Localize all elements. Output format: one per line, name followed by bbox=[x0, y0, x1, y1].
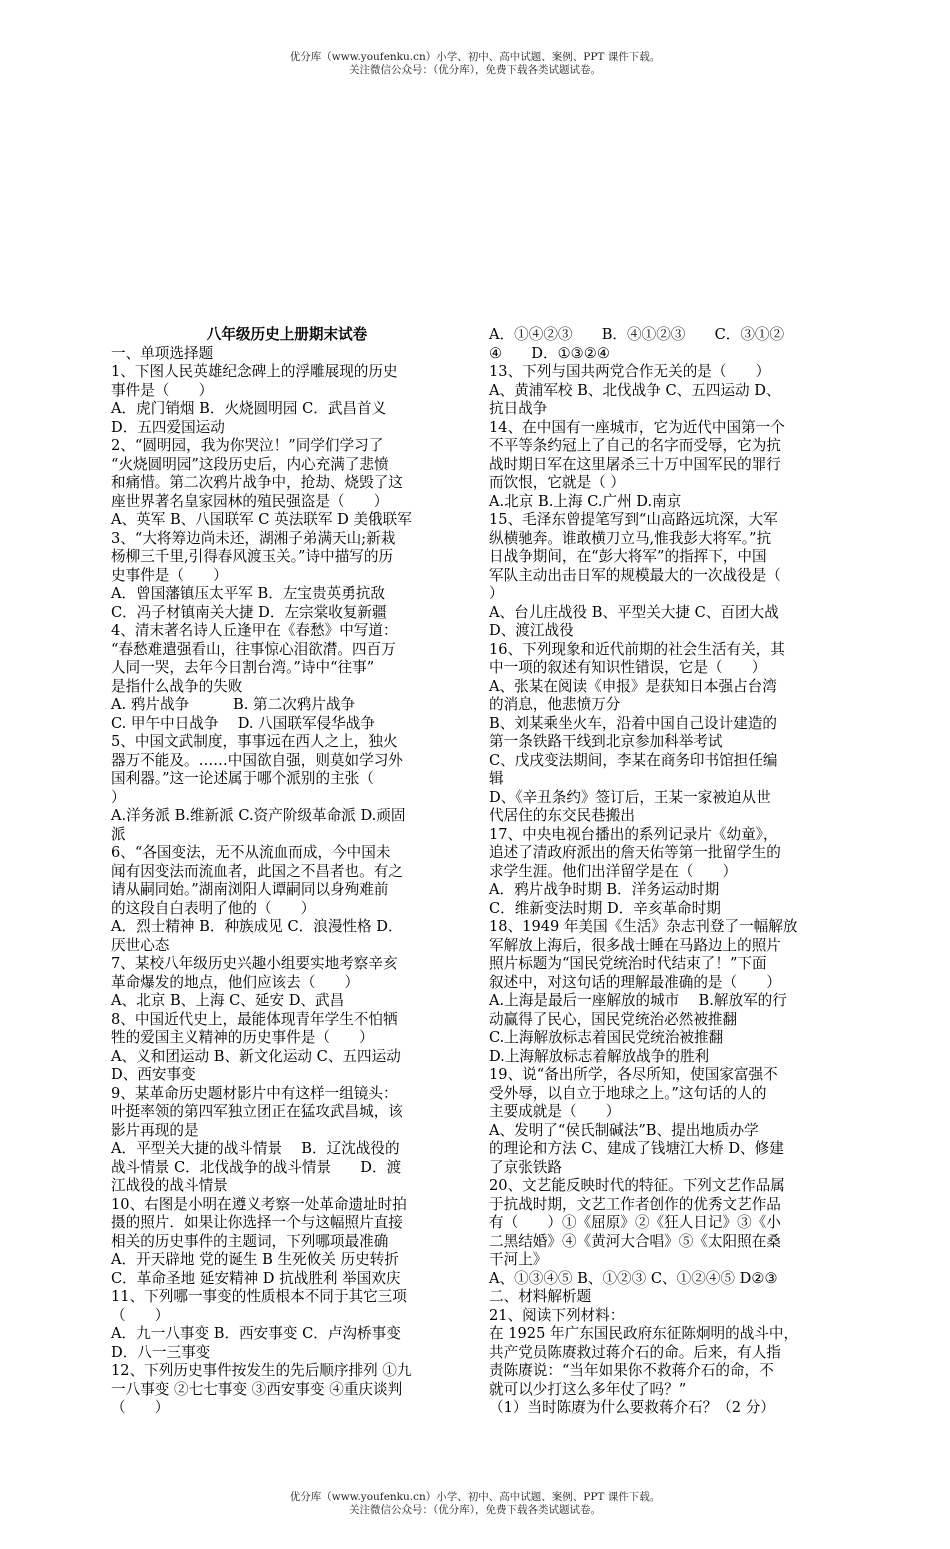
text-line: 战时期日军在这里屠杀三十万中国军民的罪行 bbox=[489, 455, 781, 473]
text-line: 14、在中国有一座城市，它为近代中国第一个 bbox=[489, 418, 785, 436]
text-line: A.洋务派 B.维新派 C.资产阶级革命派 D.顽固 bbox=[111, 807, 406, 824]
text-line: 19、说“备出所学，各尽所知，使国家富强不 bbox=[489, 1066, 778, 1083]
text-line: B、刘某乘坐火车，沿着中国自己设计建造的 bbox=[489, 714, 778, 732]
text-line: 国利器。”这一论述属于哪个派别的主张（ bbox=[111, 770, 374, 787]
exam-title: 八年级历史上册期末试卷 bbox=[206, 326, 368, 343]
text-line: D．八一三事变 bbox=[111, 1343, 211, 1361]
text-line: 影片再现的是 bbox=[111, 1121, 199, 1139]
text-line: 于抗战时期，文艺工作者创作的优秀文艺作品 bbox=[489, 1195, 781, 1213]
text-line: 厌世心态 bbox=[111, 936, 170, 954]
text-line: 的理论和方法 C、建成了钱塘江大桥 D、修建 bbox=[489, 1140, 784, 1157]
text-line: A．九一八事变 B．西安事变 C．卢沟桥事变 bbox=[111, 1325, 401, 1342]
text-line: 二黑结婚》④《黄河大合唱》⑤《太阳照在桑 bbox=[489, 1232, 781, 1250]
text-line: 有（ ）①《屈原》②《狂人日记》③《小 bbox=[489, 1214, 781, 1231]
text-line: A、张某在阅读《申报》是获知日本强占台湾 bbox=[489, 677, 777, 695]
text-line: 8、中国近代史上，最能体现青年学生不怕牺 bbox=[111, 1010, 398, 1028]
text-line: ） bbox=[489, 585, 504, 602]
text-line: D、《辛丑条约》签订后，王某一家被迫从世 bbox=[489, 788, 771, 806]
text-line: A．鸦片战争时期 B．洋务运动时期 bbox=[489, 881, 720, 898]
text-line: 而饮恨，它就是（ ） bbox=[489, 474, 625, 491]
text-line: 责陈赓说：“当年如果你不救蒋介石的命，不 bbox=[489, 1362, 774, 1379]
text-line: 是指什么战争的失败 bbox=[111, 677, 243, 695]
text-line: 日战争期间，在“彭大将军”的指挥下，中国 bbox=[489, 548, 767, 565]
text-line: 军队主动出击日军的规模最大的一次战役是（ bbox=[489, 566, 781, 584]
text-line: 6、“各国变法，无不从流血而成，今中国未 bbox=[111, 844, 391, 861]
text-line: 4、清末著名诗人丘逢甲在《春愁》中写道： bbox=[111, 622, 398, 639]
text-line: A、①③④⑤ B、①②③ C、①②④⑤ D②③ bbox=[489, 1269, 778, 1287]
text-line: A．平型关大捷的战斗情景 B．辽沈战役的 bbox=[111, 1140, 400, 1157]
left-column bbox=[111, 326, 463, 1418]
page-header bbox=[0, 51, 950, 77]
text-line: C、戊戌变法期间，李某在商务印书馆担任编 bbox=[489, 751, 778, 769]
text-line: 战斗情景 C．北伐战争的战斗情景 D．渡 bbox=[111, 1158, 402, 1176]
text-line: 江战役的战斗情景 bbox=[111, 1177, 228, 1194]
text-line: 求学生涯。他们出洋留学是在（ ） bbox=[489, 862, 738, 880]
text-line: 就可以少打这么多年仗了吗？” bbox=[489, 1380, 687, 1398]
text-line: 二、材料解析题 bbox=[489, 1288, 592, 1305]
text-line: 1、下图人民英雄纪念碑上的浮雕展现的历史 bbox=[111, 363, 398, 380]
text-line: 请从嗣同始。”湖南浏阳人谭嗣同以身殉难前 bbox=[111, 881, 389, 898]
text-line: D、渡江战役 bbox=[489, 622, 574, 639]
text-line: 座世界著名皇家园林的殖民强盗是（ ） bbox=[111, 492, 389, 510]
text-line: C.上海解放标志着国民党统治被推翻 bbox=[489, 1029, 724, 1046]
text-line: 和痛惜。第二次鸦片战争中，抢劫、烧毁了这 bbox=[111, 474, 403, 491]
footer-line-1: 优分库（www.youfenku.cn）小学、初中、高中试题、案例、PPT 课件下载。 bbox=[289, 1491, 661, 1503]
text-line: C．冯子材镇南关大捷 D．左宗棠收复新疆 bbox=[111, 603, 387, 621]
text-line: A．曾国藩镇压太平军 B．左宝贵英勇抗敌 bbox=[111, 585, 385, 602]
text-line: 第一条铁路干线到北京参加科举考试 bbox=[489, 733, 723, 750]
text-line: 13、下列与国共两党合作无关的是（ ） bbox=[489, 363, 771, 380]
text-line: 18、1949 年美国《生活》杂志刊登了一幅解放 bbox=[489, 918, 798, 935]
text-line: 抗日战争 bbox=[489, 400, 548, 417]
text-line: 事件是（ ） bbox=[111, 381, 214, 399]
text-line: ） bbox=[111, 788, 126, 806]
text-line: 受外辱，以自立于地球之上。”这句话的人的 bbox=[489, 1084, 767, 1102]
text-line: 11、下列哪一事变的性质根本不同于其它三项 bbox=[111, 1288, 407, 1305]
text-line: 纵横驰奔。谁敢横刀立马,惟我彭大将军。”抗 bbox=[489, 529, 772, 547]
text-line: 相关的历史事件的主题词，下列哪项最准确 bbox=[111, 1232, 389, 1250]
text-line: 革命爆发的地点，他们应该去（ ） bbox=[111, 973, 360, 991]
text-line: 21、阅读下列材料： bbox=[489, 1306, 625, 1324]
text-line: 12、下列历史事件按发生的先后顺序排列 ①九 bbox=[111, 1362, 412, 1379]
text-line: 不平等条约冠上了自己的名字而受辱，它为抗 bbox=[489, 437, 781, 454]
text-line: 2、“圆明园，我为你哭泣！”同学们学习了 bbox=[111, 437, 384, 454]
text-line: C. 甲午中日战争 D. 八国联军侵华战争 bbox=[111, 714, 375, 732]
text-line: 追述了清政府派出的詹天佑等第一批留学生的 bbox=[489, 844, 781, 861]
text-line: A.上海是最后一座解放的城市 B.解放军的行 bbox=[489, 992, 787, 1009]
text-line: 16、下列现象和近代前期的社会生活有关，其 bbox=[489, 640, 785, 658]
text-line: 3、“大将筹边尚未还，湖湘子弟满天山;新栽 bbox=[111, 529, 396, 547]
text-line: “火烧圆明园”这段历史后，内心充满了悲愤 bbox=[111, 455, 389, 473]
text-line: A．虎门销烟 B．火烧圆明园 C．武昌首义 bbox=[111, 400, 387, 417]
text-line: 叶挺率领的第四军独立团正在猛攻武昌城，该 bbox=[111, 1103, 403, 1120]
header-line-1: 优分库（www.youfenku.cn）小学、初中、高中试题、案例、PPT 课件下载。 bbox=[289, 51, 661, 63]
text-line: 辑 bbox=[489, 770, 504, 787]
text-line: C．革命圣地 延安精神 D 抗战胜利 举国欢庆 bbox=[111, 1269, 401, 1287]
right-column-text bbox=[489, 326, 841, 1418]
text-line: 的这段自白表明了他的（ ） bbox=[111, 899, 316, 917]
text-line: 叙述中，对这句话的理解最准确的是（ ） bbox=[489, 973, 781, 991]
text-line: 代居住的东交民巷搬出 bbox=[489, 807, 635, 824]
text-line: D．五四爱国运动 bbox=[111, 418, 225, 436]
text-line: 5、中国文武制度，事事远在西人之上，独火 bbox=[111, 733, 398, 750]
text-line: D.上海解放标志着解放战争的胜利 bbox=[489, 1047, 710, 1065]
text-line: A、英军 B、八国联军 C 英法联军 D 美俄联军 bbox=[111, 511, 412, 528]
text-line: A、义和团运动 B、新文化运动 C、五四运动 bbox=[111, 1047, 401, 1065]
text-line: （ ） bbox=[111, 1399, 170, 1416]
text-line: D、西安事变 bbox=[111, 1066, 196, 1083]
text-line: （ ） bbox=[111, 1306, 170, 1324]
text-line: 了京张铁路 bbox=[489, 1158, 562, 1176]
text-line: 军解放上海后，很多战士睡在马路边上的照片 bbox=[489, 936, 781, 954]
text-line: “春愁难遣强看山，往事惊心泪欲潸。四百万 bbox=[111, 640, 396, 658]
text-line: C．维新变法时期 D．辛亥革命时期 bbox=[489, 899, 721, 917]
text-line: 闻有因变法而流血者，此国之不昌者也。有之 bbox=[111, 862, 403, 880]
page-footer bbox=[0, 1491, 950, 1517]
text-line: A、黄浦军校 B、北伐战争 C、五四运动 D、 bbox=[489, 381, 781, 399]
text-line: A．开天辟地 党的诞生 B 生死攸关 历史转折 bbox=[111, 1251, 399, 1268]
text-line: 7、某校八年级历史兴趣小组要实地考察辛亥 bbox=[111, 955, 398, 972]
text-line: 主要成就是（ ） bbox=[489, 1103, 621, 1120]
text-line: 动赢得了民心，国民党统治必然被推翻 bbox=[489, 1010, 738, 1028]
text-line: A、发明了“侯氏制碱法”B、提出地质办学 bbox=[489, 1121, 759, 1139]
text-line: 史事件是（ ） bbox=[111, 566, 228, 584]
footer-line-2: 关注微信公众号：（优分库），免费下载各类试题试卷。 bbox=[349, 1504, 601, 1516]
text-line: 干河上》 bbox=[489, 1251, 548, 1268]
text-line: 器万不能及。……中国欲自强，则莫如学习外 bbox=[111, 751, 403, 769]
right-column bbox=[489, 326, 841, 1418]
text-line: A.北京 B.上海 C.广州 D.南京 bbox=[489, 492, 682, 510]
text-line: 人同一哭，去年今日割台湾。”诗中“往事” bbox=[111, 659, 375, 676]
text-line: 20、文艺能反映时代的特征。下列文艺作品属 bbox=[489, 1177, 785, 1194]
text-line: 照片标题为“国民党统治时代结束了！”下面 bbox=[489, 955, 767, 972]
text-line: A、台儿庄战役 B、平型关大捷 C、百团大战 bbox=[489, 603, 779, 621]
text-line: 一、单项选择题 bbox=[111, 344, 214, 362]
text-line: 中一项的叙述有知识性错误，它是（ ） bbox=[489, 659, 767, 676]
text-line: A．烈士精神 B．种族成见 C．浪漫性格 D． bbox=[111, 918, 403, 935]
text-line: 共产党员陈赓救过蒋介石的命。后来，有人指 bbox=[489, 1343, 781, 1361]
text-line: 10、右图是小明在遵义考察一处革命遗址时拍 bbox=[111, 1195, 407, 1213]
text-line: A. 鸦片战争 B. 第二次鸦片战争 bbox=[111, 696, 356, 713]
text-line: A、北京 B、上海 C、延安 D、武昌 bbox=[111, 992, 345, 1009]
text-line: A．①④②③ B．④①②③ C．③①② bbox=[489, 326, 785, 343]
text-line: 一八事变 ②七七事变 ③西安事变 ④重庆谈判 bbox=[111, 1380, 403, 1398]
text-line: 派 bbox=[111, 825, 126, 843]
text-line: 杨柳三千里,引得春风渡玉关。”诗中描写的历 bbox=[111, 548, 394, 565]
text-line: （1）当时陈赓为什么要救蒋介石？（2 分） bbox=[489, 1399, 775, 1416]
text-line: 摄的照片．如果让你选择一个与这幅照片直接 bbox=[111, 1214, 403, 1231]
text-line: 的消息，他悲愤万分 bbox=[489, 696, 621, 713]
header-line-2: 关注微信公众号：（优分库），免费下载各类试题试卷。 bbox=[349, 64, 601, 76]
text-line: 15、毛泽东曾提笔写到“山高路远坑深，大军 bbox=[489, 511, 778, 528]
text-line: 9、某革命历史题材影片中有这样一组镜头： bbox=[111, 1084, 398, 1102]
text-line: ④ D．①③②④ bbox=[489, 344, 610, 362]
text-line: 17、中央电视台播出的系列记录片《幼童》， bbox=[489, 825, 778, 843]
text-line: 在 1925 年广东国民政府东征陈炯明的战斗中， bbox=[489, 1325, 799, 1342]
text-line: 牲的爱国主义精神的历史事件是（ ） bbox=[111, 1029, 374, 1046]
left-column-text bbox=[111, 345, 463, 1418]
